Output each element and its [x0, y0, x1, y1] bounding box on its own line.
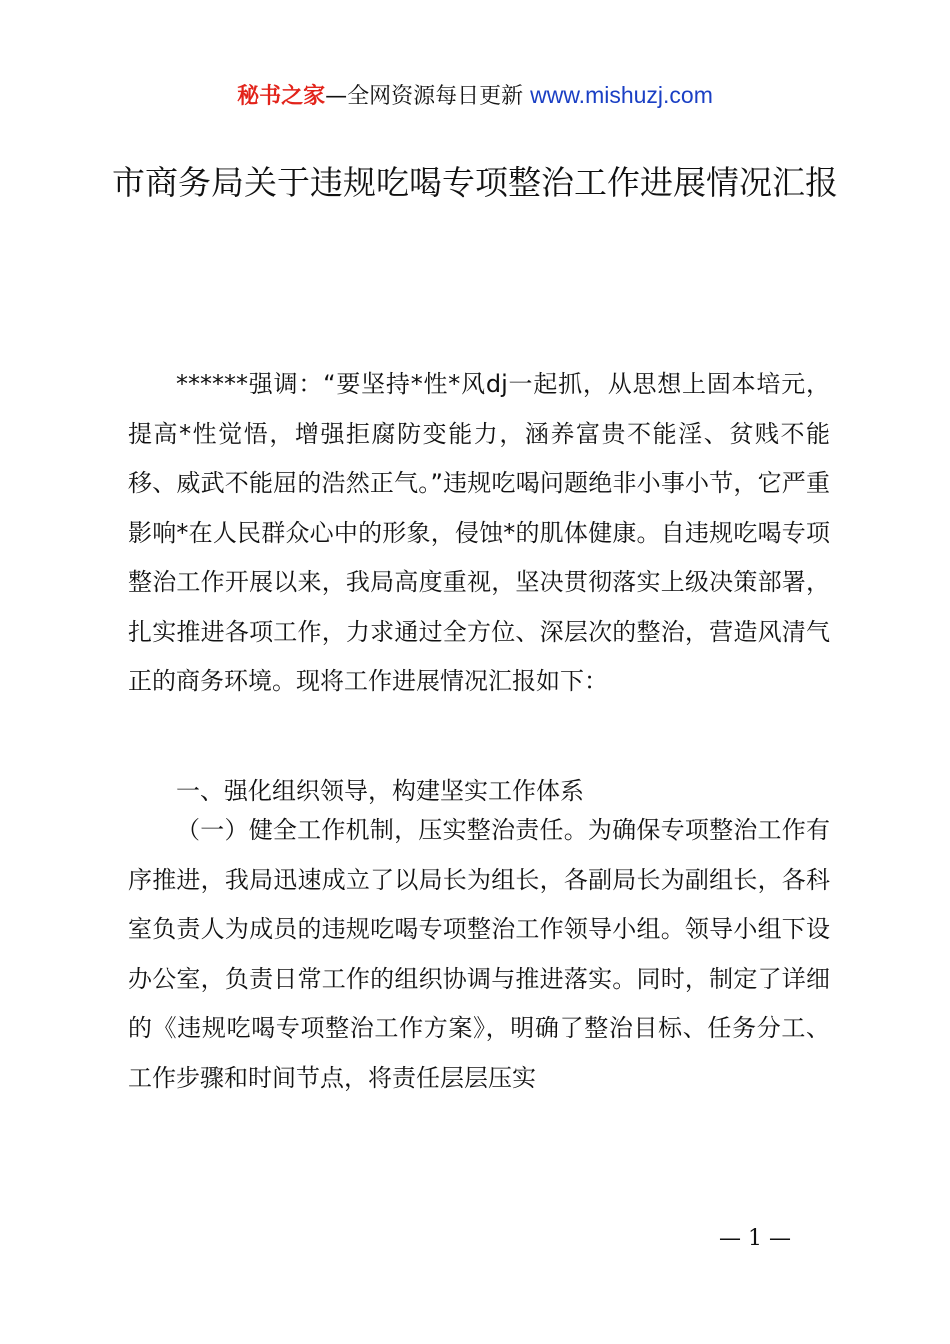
intro-paragraph: ******强调：“要坚持*性*风dj一起抓，从思想上固本培元，提高*性觉悟，增强拒腐防变能力，涵养富贵不能淫、贫贱不能移、威武不能屈的浩然正气。”违规吃喝问题绝非小事小节，它严重影响*在人民群众心中的形象，侵蚀*的肌体健康。自违规吃喝专项整治工作开展以来，我局高度重视，坚决贯彻落实上级决策部署，扎实推进各项工作，力求通过全方位、深层次的整治，营造风清气正的商务环境。现将工作进展情况汇报如下：	[128, 370, 830, 695]
site-header	[0, 78, 950, 114]
section-paragraph-block	[128, 806, 830, 1103]
section-paragraph: （一）健全工作机制，压实整治责任。为确保专项整治工作有序推进，我局迅速成立了以局长为组长，各副局长为副组长，各科室负责人为成员的违规吃喝专项整治工作领导小组。领导小组下设办公室，负责日常工作的组织协调与推进落实。同时，制定了详细的《违规吃喝专项整治工作方案》，明确了整治目标、任务分工、工作步骤和时间节点，将责任层层压实	[128, 816, 830, 1092]
intro-paragraph-block	[128, 360, 830, 707]
document-title: 市商务局关于违规吃喝专项整治工作进展情况汇报	[112, 163, 838, 202]
page-number: — 1 —	[719, 1226, 791, 1251]
section-heading: 一、强化组织领导，构建坚实工作体系	[176, 777, 584, 805]
site-url-link[interactable]: www.mishuzj.com	[530, 82, 713, 108]
brand-name: 秘书之家	[237, 84, 326, 109]
header-tagline: —全网资源每日更新	[325, 84, 524, 109]
